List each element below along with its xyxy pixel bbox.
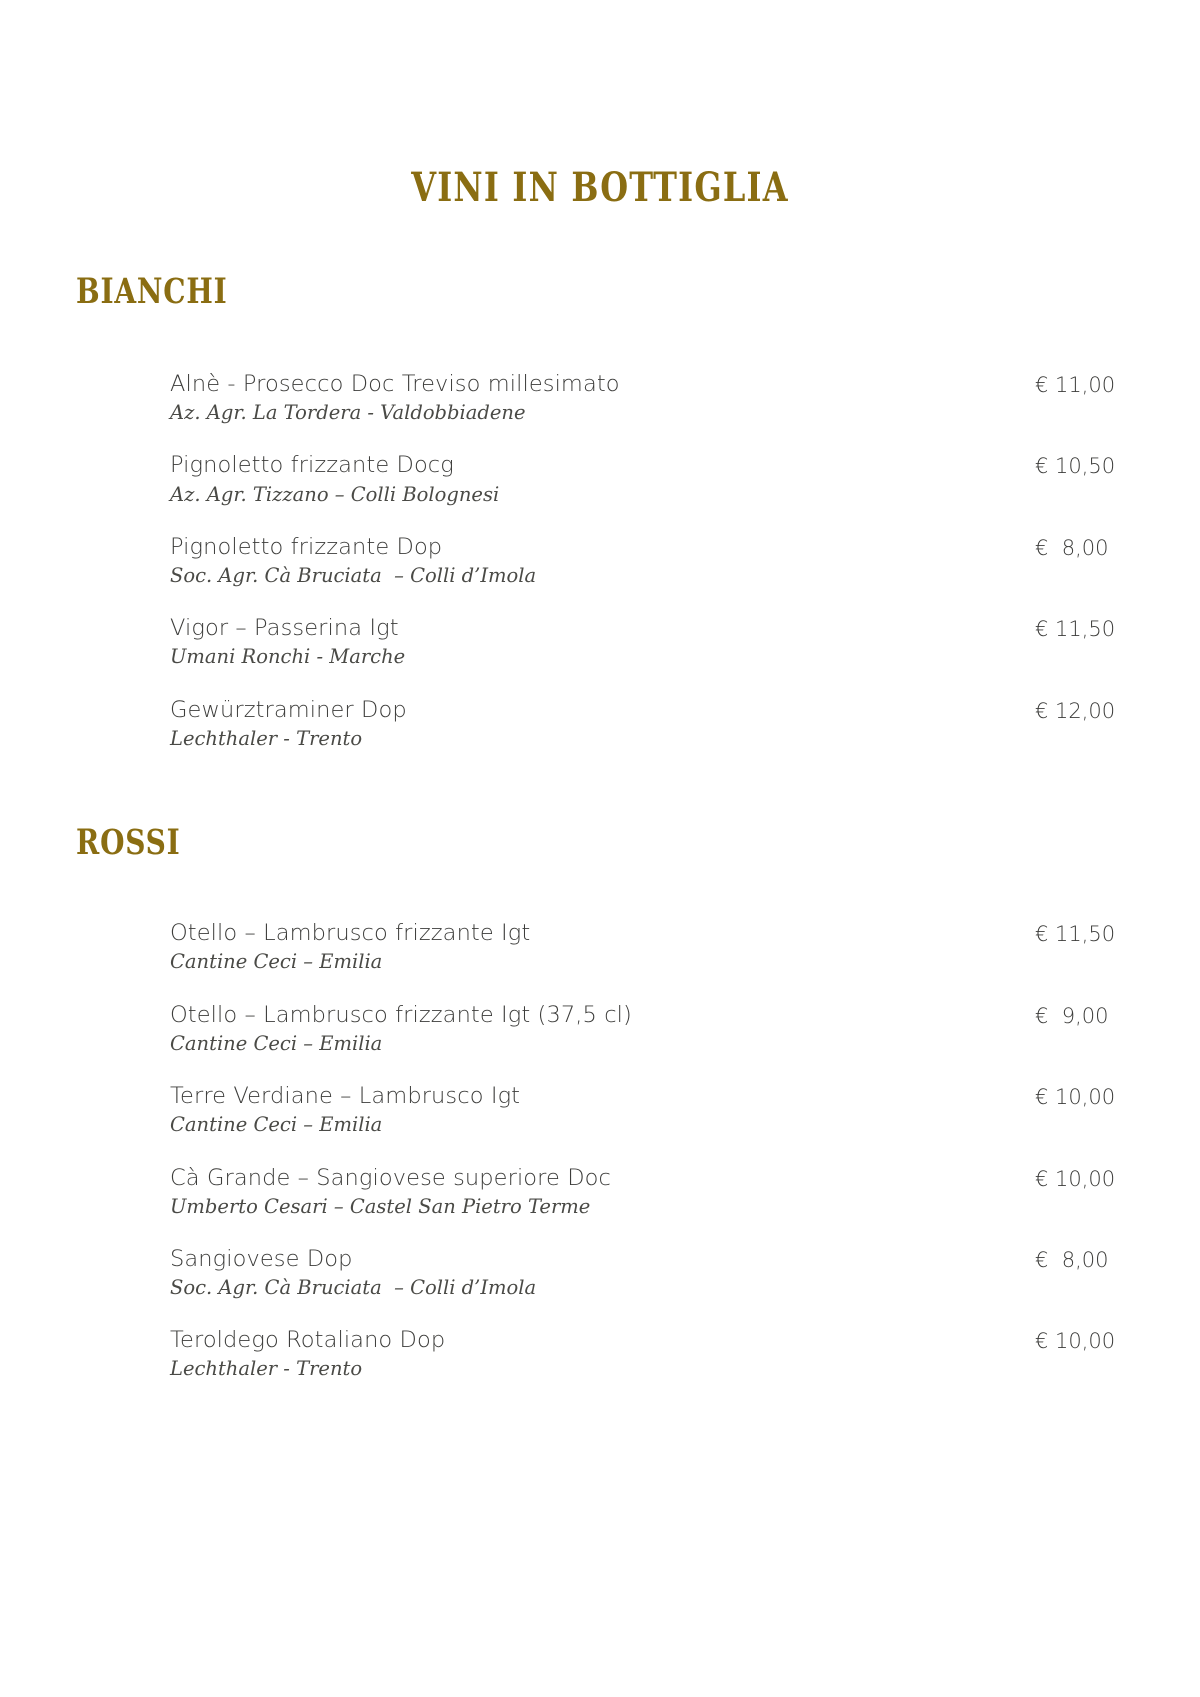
wine-price <box>895 699 1200 723</box>
wine-price-value: € 12,00 <box>1035 698 1116 723</box>
wine-price-value: € 8,00 <box>1035 1247 1109 1272</box>
wine-price-value: € 11,50 <box>1035 617 1116 642</box>
wine-item <box>0 1002 1200 1056</box>
section-heading-rossi: ROSSI <box>76 822 181 864</box>
wine-price <box>895 1248 1200 1272</box>
wine-item <box>0 1165 1200 1219</box>
wine-producer: Az. Agr. Tizzano – Colli Bolognesi <box>170 482 500 506</box>
wine-price <box>895 617 1200 641</box>
wine-list-rossi <box>0 860 1200 1382</box>
wine-item <box>0 1327 1200 1381</box>
wine-name: Terre Verdiane – Lambrusco Igt <box>170 1083 521 1110</box>
wine-producer: Umberto Cesari – Castel San Pietro Terme <box>170 1194 591 1218</box>
wine-item <box>0 371 1200 425</box>
wine-producer: Soc. Agr. Cà Bruciata – Colli d’Imola <box>170 563 537 587</box>
wine-item <box>0 697 1200 751</box>
wine-price <box>895 373 1200 397</box>
page-title: VINI IN BOTTIGLIA <box>411 164 789 211</box>
wine-producer: Az. Agr. La Tordera - Valdobbiadene <box>170 401 526 425</box>
wine-price <box>895 1085 1200 1109</box>
wine-name: Pignoletto frizzante Dop <box>170 533 443 560</box>
wine-producer: Cantine Ceci – Emilia <box>170 1031 383 1055</box>
wine-price-value: € 10,50 <box>1035 454 1116 479</box>
wine-name: Alnè - Prosecco Doc Treviso millesimato <box>170 371 620 397</box>
wine-item <box>0 452 1200 506</box>
wine-name: Gewürztraminer Dop <box>170 696 407 723</box>
wine-price <box>895 1167 1200 1191</box>
wine-price <box>895 454 1200 478</box>
wine-item <box>0 920 1200 974</box>
wine-item <box>0 1083 1200 1137</box>
wine-price-value: € 11,00 <box>1035 373 1116 397</box>
wine-item <box>0 534 1200 588</box>
wine-list-bianchi <box>0 309 1200 751</box>
wine-price <box>895 1329 1200 1353</box>
wine-producer: Cantine Ceci – Emilia <box>170 1113 383 1137</box>
wine-item <box>0 1246 1200 1300</box>
wine-name: Pignoletto frizzante Docg <box>170 452 454 479</box>
section-bianchi <box>0 208 1200 751</box>
wine-item <box>0 615 1200 669</box>
wine-producer: Lechthaler - Trento <box>170 1357 363 1381</box>
wine-price <box>895 1004 1200 1028</box>
wine-name: Otello – Lambrusco frizzante Igt (37,5 cl) <box>170 1001 632 1028</box>
wine-name: Otello – Lambrusco frizzante Igt <box>170 920 531 947</box>
wine-price-value: € 11,50 <box>1035 922 1116 947</box>
wine-price-value: € 8,00 <box>1035 535 1109 560</box>
wine-name: Teroldego Rotaliano Dop <box>170 1327 446 1354</box>
section-heading-bianchi: BIANCHI <box>76 271 228 312</box>
wine-producer: Soc. Agr. Cà Bruciata – Colli d’Imola <box>170 1276 537 1300</box>
wine-name: Cà Grande – Sangiovese superiore Doc <box>170 1164 611 1191</box>
section-rossi <box>0 751 1200 1382</box>
wine-name: Sangiovese Dop <box>170 1245 353 1272</box>
wine-producer: Cantine Ceci – Emilia <box>170 950 383 974</box>
wine-price-value: € 10,00 <box>1035 1085 1116 1110</box>
wine-price-value: € 10,00 <box>1035 1166 1116 1191</box>
wine-name: Vigor – Passerina Igt <box>170 615 399 642</box>
wine-price <box>895 536 1200 560</box>
wine-price-value: € 10,00 <box>1035 1329 1116 1354</box>
wine-producer: Umani Ronchi - Marche <box>170 645 406 669</box>
wine-price-value: € 9,00 <box>1035 1003 1109 1028</box>
wine-producer: Lechthaler - Trento <box>170 726 363 750</box>
wine-price <box>895 922 1200 946</box>
